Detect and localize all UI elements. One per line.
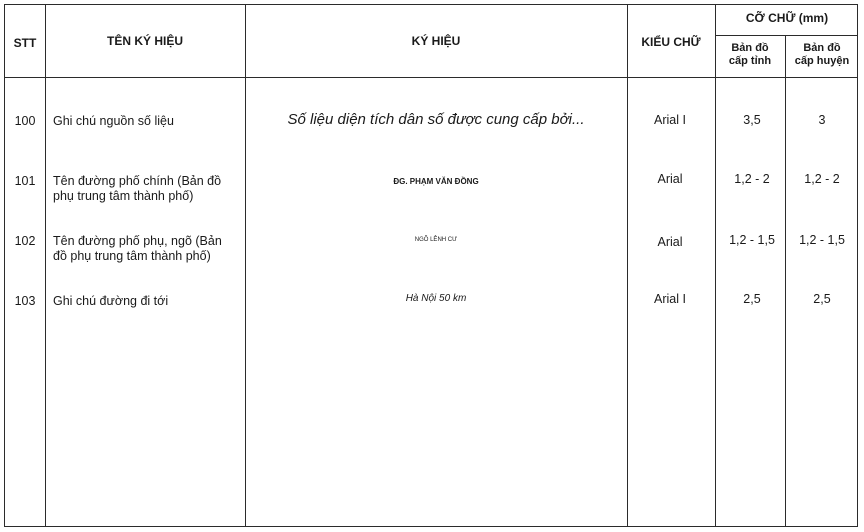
col-divider bbox=[715, 5, 716, 526]
row-name: Ghi chú nguồn số liệu bbox=[53, 114, 174, 128]
row-font: Arial bbox=[657, 235, 683, 249]
row-symbol-sample: NGÕ LÊNH CƯ bbox=[414, 237, 458, 243]
row-symbol-sample: ĐG. PHẠM VĂN ĐỒNG bbox=[393, 177, 479, 186]
row-font: Arial I bbox=[654, 292, 686, 306]
row-stt: 103 bbox=[14, 294, 36, 308]
row-symbol-sample: Số liệu diện tích dân số được cung cấp bởi... bbox=[287, 111, 585, 128]
header-divider bbox=[715, 35, 857, 36]
row-size-huyen: 1,2 - 1,5 bbox=[799, 233, 845, 247]
row-size-huyen: 3 bbox=[818, 113, 826, 127]
row-symbol-sample: Hà Nội 50 km bbox=[405, 293, 467, 304]
header-ten-ky-hieu: TÊN KÝ HIỆU bbox=[106, 34, 183, 48]
header-stt: STT bbox=[13, 36, 37, 50]
row-name: Ghi chú đường đi tới bbox=[53, 294, 169, 308]
row-stt: 102 bbox=[14, 234, 36, 248]
header-ban-do-huyen: Bản đồ cấp huyện bbox=[794, 42, 850, 67]
row-size-tinh: 1,2 - 2 bbox=[734, 172, 770, 186]
row-size-huyen: 1,2 - 2 bbox=[804, 172, 840, 186]
col-divider bbox=[45, 5, 46, 526]
header-co-chu: CỠ CHỮ (mm) bbox=[745, 11, 829, 25]
row-stt: 100 bbox=[14, 114, 36, 128]
col-divider bbox=[627, 5, 628, 526]
row-stt: 101 bbox=[14, 174, 36, 188]
row-font: Arial bbox=[657, 172, 683, 186]
header-ban-do-tinh: Bản đồ cấp tỉnh bbox=[728, 42, 772, 67]
row-name: Tên đường phố chính (Bản đồ phụ trung tâm thành phố) bbox=[53, 174, 222, 203]
header-ky-hieu: KÝ HIỆU bbox=[411, 34, 461, 48]
row-size-tinh: 1,2 - 1,5 bbox=[729, 233, 775, 247]
col-divider bbox=[785, 35, 786, 526]
row-size-tinh: 2,5 bbox=[743, 292, 761, 306]
col-divider bbox=[245, 5, 246, 526]
symbol-table bbox=[4, 4, 858, 527]
row-size-tinh: 3,5 bbox=[743, 113, 761, 127]
row-size-huyen: 2,5 bbox=[813, 292, 831, 306]
row-font: Arial I bbox=[654, 113, 686, 127]
header-kieu-chu: KIỂU CHỮ bbox=[641, 35, 701, 49]
header-bottom-border bbox=[5, 77, 857, 78]
row-name: Tên đường phố phụ, ngõ (Bản đồ phụ trung tâm thành phố) bbox=[53, 234, 222, 263]
